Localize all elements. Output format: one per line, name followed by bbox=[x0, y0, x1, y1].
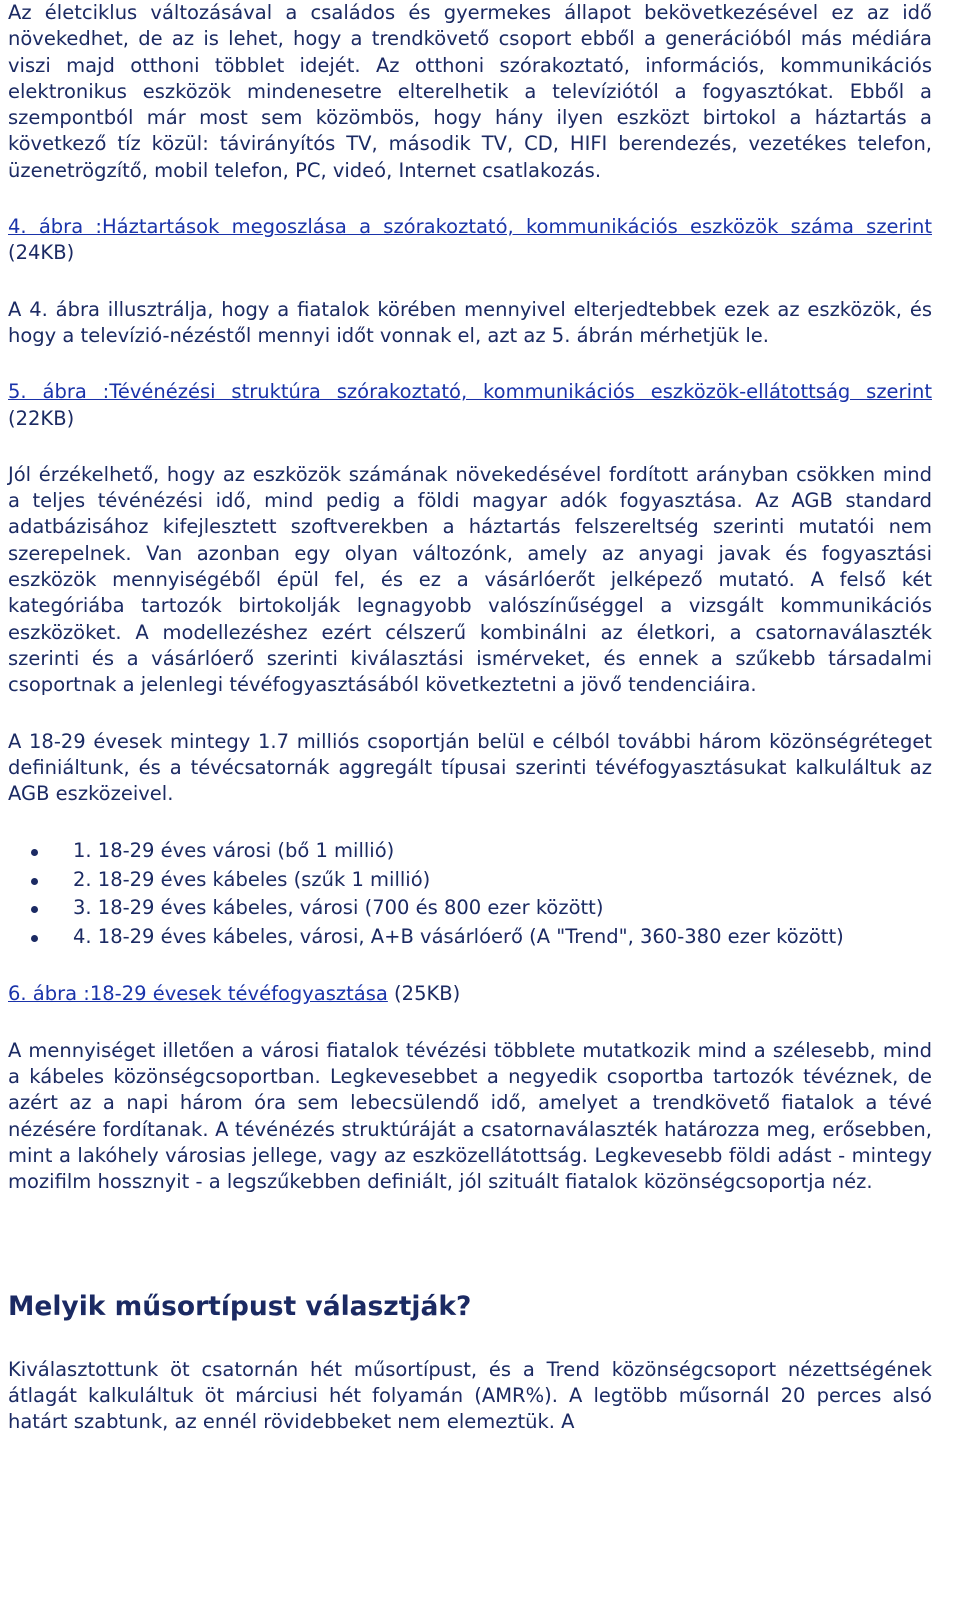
list-item: 1. 18-29 éves városi (bő 1 millió) bbox=[8, 837, 932, 866]
audience-group-list bbox=[8, 837, 932, 951]
list-item: 2. 18-29 éves kábeles (szűk 1 millió) bbox=[8, 866, 932, 895]
paragraph-audience-definition: A 18-29 évesek mintegy 1.7 milliós csoportján belül e célból további három közönségréteget definiáltunk, és a tévécsatornák aggregált típusai szerinti tévéfogyasztásukat kalkuláltuk az AGB eszközeivel. bbox=[8, 729, 932, 806]
figure-6-reference bbox=[8, 981, 932, 1007]
list-item: 4. 18-29 éves kábeles, városi, A+B vásárlóerő (A "Trend", 360-380 ezer között) bbox=[8, 923, 932, 952]
figure-6-link[interactable]: 6. ábra :18-29 évesek tévéfogyasztása bbox=[8, 982, 388, 1006]
figure-4-link[interactable]: 4. ábra :Háztartások megoszlása a szórakoztató, kommunikációs eszközök száma szerint bbox=[8, 215, 932, 239]
paragraph-lifecycle: Az életciklus változásával a családos és gyermekes állapot bekövetkezésével ez az idő növekedhet, de az is lehet, hogy a trendkövető csoport ebből a generációból más médiára viszi majd otthoni többlet idejét. Az otthoni szórakoztató, információs, kommunikációs elektronikus eszközök mindenesetre elterelhetik a televíziótól a fogyasztókat. Ebből a szempontból már most sem közömbös, hogy hány ilyen eszközt birtokol a háztartás a következő tíz közül: távirányítós TV, második TV, CD, HIFI berendezés, vezetékes telefon, üzenetrögzítő, mobil telefon, PC, videó, Internet csatlakozás. bbox=[8, 1, 932, 182]
figure-5-reference bbox=[8, 379, 932, 432]
figure-6-size: (25KB) bbox=[387, 982, 461, 1006]
figure-4-reference bbox=[8, 214, 932, 267]
list-item: 3. 18-29 éves kábeles, városi (700 és 800 ezer között) bbox=[8, 894, 932, 923]
paragraph-figure-4-intro: A 4. ábra illusztrálja, hogy a fiatalok körében mennyivel elterjedtebbek ezek az eszközök, és hogy a televízió-nézéstől mennyi időt vonnak el, azt az 5. ábrán mérhetjük le. bbox=[8, 297, 932, 347]
paragraph-device-analysis: Jól érzékelhető, hogy az eszközök számának növekedésével fordított arányban csökken mind a teljes tévénézési idő, mind pedig a földi magyar adók fogyasztása. Az AGB standard adatbázisához kifejlesztett szoftverekben a háztartás felszereltség szerinti mutatói nem szerepelnek. Van azonban egy olyan változónk, amely az anyagi javak és fogyasztási eszközök mennyiségéből épül fel, és ez a vásárlóerőt jelképező mutató. A felső két kategóriába tartozók birtokolják legnagyobb valószínűséggel a vizsgált kommunikációs eszközöket. A modellezéshez ezért célszerű kombinálni az életkori, a csatornaválaszték szerinti és a vásárlóerő szerinti kiválasztási ismérveket, és ennek a szűkebb társadalmi csoportnak a jelenlegi tévéfogyasztásából következtetni a jövő tendenciáira. bbox=[8, 462, 932, 697]
figure-4-size: (24KB) bbox=[8, 241, 75, 265]
paragraph-program-types: Kiválasztottunk öt csatornán hét műsortípust, és a Trend közönségcsoport nézettségének átlagát kalkuláltuk öt márciusi hét folyamán (AMR%). A legtöbb műsornál 20 perces alsó határt szabtunk, az ennél rövidebbeket nem elemeztük. A bbox=[8, 1357, 932, 1434]
figure-5-size: (22KB) bbox=[8, 406, 75, 430]
figure-5-link[interactable]: 5. ábra :Tévénézési struktúra szórakoztató, kommunikációs eszközök-ellátottság szerint bbox=[8, 380, 932, 404]
paragraph-viewing-results: A mennyiséget illetően a városi fiatalok tévézési többlete mutatkozik mind a szélesebb, mind a kábeles közönségcsoportban. Legkevesebbet a negyedik csoportba tartozók tévéznek, de azért az a napi három óra sem lebecsülendő idő, amelyet a trendkövető fiatalok a tévé nézésére fordítanak. A tévénézés struktúráját a csatornaválaszték határozza meg, erősebben, mint a lakóhely városias jellege, vagy az eszközellátottság. Legkevesebb földi adást - mintegy mozifilm hossznyit - a legszűkebben definiált, jól szituált fiatalok közönségcsoportja néz. bbox=[8, 1038, 932, 1194]
section-heading: Melyik műsortípust választják? bbox=[8, 1290, 472, 1322]
